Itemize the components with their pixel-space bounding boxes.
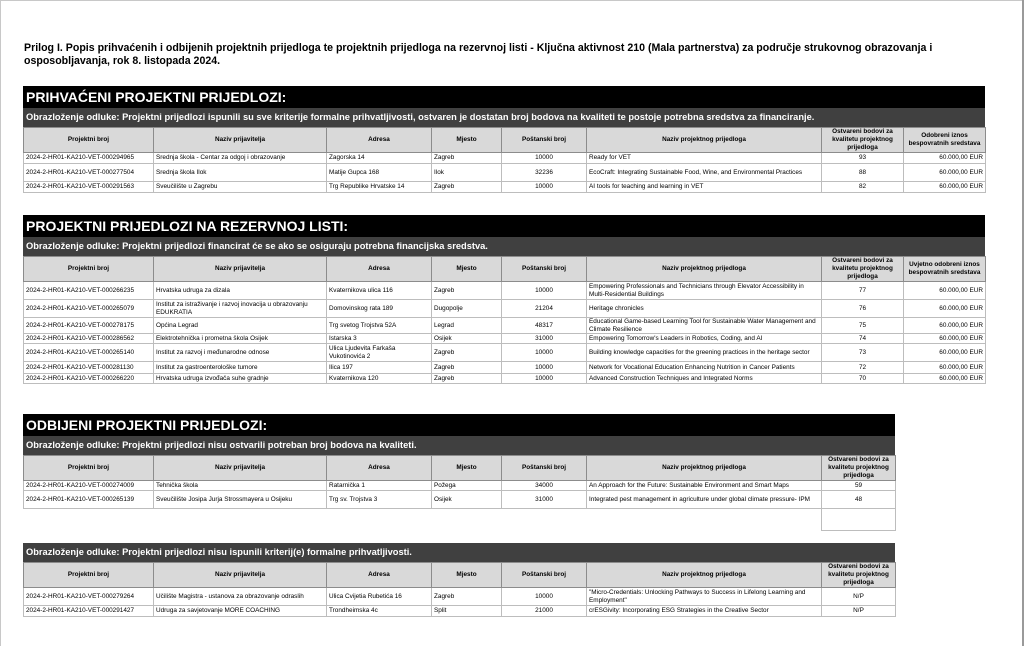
postal-cell: 48317 [502,318,587,334]
page-frame-left [0,0,1,646]
col-postal: Poštanski broj [502,563,587,588]
rejected-formal-table [23,562,896,617]
applicant-cell: Institut za razvoj i međunarodne odnose [154,344,327,362]
postal-cell: 10000 [502,374,587,384]
col-applicant: Naziv prijavitelja [154,128,327,153]
col-project-number: Projektni broj [24,128,154,153]
project-number-cell: 2024-2-HR01-KA210-VET-000286562 [24,334,154,344]
address-cell: Istarska 3 [327,334,432,344]
city-cell: Zagreb [432,362,502,374]
address-cell: Zagorska 14 [327,153,432,164]
proposal-cell: An Approach for the Future: Sustainable Environment and Smart Maps [587,481,822,491]
proposal-cell: Building knowledge capacities for the greening practices in the heritage sector [587,344,822,362]
col-address: Adresa [327,128,432,153]
project-number-cell: 2024-2-HR01-KA210-VET-000291427 [24,606,154,617]
amount-cell: 60.000,00 EUR [904,300,986,318]
address-cell: Ulica Cvijetia Rubetića 16 [327,588,432,606]
table-row [24,588,896,606]
col-postal: Poštanski broj [502,456,587,481]
postal-cell: 10000 [502,182,587,193]
proposal-cell: Integrated pest management in agriculture under global climate pressure- IPM [587,491,822,509]
col-proposal: Naziv projektnog prijedloga [587,128,822,153]
postal-cell: 31000 [502,491,587,509]
rejected-reason-formal: Obrazloženje odluke: Projektni prijedlozi nisu ispunili kriterij(e) formalne prihvatljivosti. [23,543,895,562]
table-header-row [24,128,986,153]
proposal-cell: Advanced Construction Techniques and Integrated Norms [587,374,822,384]
amount-cell: 60.000,00 EUR [904,164,986,182]
project-number-cell: 2024-2-HR01-KA210-VET-000294965 [24,153,154,164]
rejected-header: ODBIJENI PROJEKTNI PRIJEDLOZI: [23,414,895,436]
table-header-row [24,456,896,481]
postal-cell: 21000 [502,606,587,617]
accepted-reason: Obrazloženje odluke: Projektni prijedlozi ispunili su sve kriterije formalne prihvatljivosti, ostvaren je dostatan broj bodova na kvaliteti te postoje potrebna sredstva za financiranje. [23,108,985,127]
city-cell: Zagreb [432,282,502,300]
amount-cell: 60.000,00 EUR [904,344,986,362]
points-cell: 59 [822,481,896,491]
rejected-points-table [23,455,896,531]
project-number-cell: 2024-2-HR01-KA210-VET-000265079 [24,300,154,318]
project-number-cell: 2024-2-HR01-KA210-VET-000266235 [24,282,154,300]
postal-cell: 10000 [502,282,587,300]
applicant-cell: Hrvatska udruga za dizala [154,282,327,300]
points-cell: 82 [822,182,904,193]
project-number-cell: 2024-2-HR01-KA210-VET-000274009 [24,481,154,491]
col-city: Mjesto [432,563,502,588]
page-title: Prilog I. Popis prihvaćenih i odbijenih projektnih prijedloga te projektnih prijedloga na rezervnoj listi - Ključna aktivnost 210 (Mala partnerstva) za područje strukovnog obrazovanja i osposobljavanja, rok 8. listopada 2024. [24,42,933,67]
table-row [24,334,986,344]
city-cell: Zagreb [432,153,502,164]
col-project-number: Projektni broj [24,563,154,588]
address-cell: Domovinskog rata 189 [327,300,432,318]
col-city: Mjesto [432,456,502,481]
reserve-table [23,256,986,384]
table-row [24,300,986,318]
col-proposal: Naziv projektnog prijedloga [587,563,822,588]
proposal-cell: Educational Game-based Learning Tool for Sustainable Water Management and Climate Resilience [587,318,822,334]
city-cell: Osijek [432,491,502,509]
points-cell: 74 [822,334,904,344]
rejected-reason-points: Obrazloženje odluke: Projektni prijedlozi nisu ostvarili potreban broj bodova na kvaliteti. [23,436,895,455]
points-cell: 72 [822,362,904,374]
col-project-number: Projektni broj [24,257,154,282]
points-cell: 70 [822,374,904,384]
amount-cell: 60.000,00 EUR [904,334,986,344]
table-row [24,318,986,334]
amount-cell: 60.000,00 EUR [904,282,986,300]
blank-row [24,509,896,531]
col-applicant: Naziv prijavitelja [154,563,327,588]
rejected-section [23,414,895,617]
city-cell: Zagreb [432,374,502,384]
points-cell: 76 [822,300,904,318]
accepted-header: PRIHVAĆENI PROJEKTNI PRIJEDLOZI: [23,86,985,108]
table-row [24,606,896,617]
address-cell: Ulica Ljudevita Farkaša Vukotinovića 2 [327,344,432,362]
city-cell: Požega [432,481,502,491]
col-points: Ostvareni bodovi za kvalitetu projektnog prijedloga [822,128,904,153]
applicant-cell: Učilište Magistra - ustanova za obrazovanje odraslih [154,588,327,606]
city-cell: Zagreb [432,182,502,193]
table-row [24,164,986,182]
col-project-number: Projektni broj [24,456,154,481]
postal-cell: 10000 [502,362,587,374]
project-number-cell: 2024-2-HR01-KA210-VET-000265140 [24,344,154,362]
postal-cell: 21204 [502,300,587,318]
table-row [24,182,986,193]
col-postal: Poštanski broj [502,257,587,282]
col-points: Ostvareni bodovi za kvalitetu projektnog prijedloga [822,563,896,588]
col-applicant: Naziv prijavitelja [154,456,327,481]
col-city: Mjesto [432,128,502,153]
amount-cell: 60.000,00 EUR [904,362,986,374]
postal-cell: 31000 [502,334,587,344]
applicant-cell: Sveučilište u Zagrebu [154,182,327,193]
table-header-row [24,257,986,282]
project-number-cell: 2024-2-HR01-KA210-VET-000291563 [24,182,154,193]
address-cell: Kvaternikova 120 [327,374,432,384]
project-number-cell: 2024-2-HR01-KA210-VET-000265139 [24,491,154,509]
address-cell: Trondheimska 4c [327,606,432,617]
city-cell: Zagreb [432,344,502,362]
applicant-cell: Hrvatska udruga izvođača suhe gradnje [154,374,327,384]
applicant-cell: Općina Legrad [154,318,327,334]
address-cell: Kvaternikova ulica 116 [327,282,432,300]
page-frame-top [0,0,1024,1]
project-number-cell: 2024-2-HR01-KA210-VET-000266220 [24,374,154,384]
amount-cell: 60.000,00 EUR [904,318,986,334]
reserve-header: PROJEKTNI PRIJEDLOZI NA REZERVNOJ LISTI: [23,215,985,237]
points-cell: 73 [822,344,904,362]
proposal-cell: Network for Vocational Education Enhancing Nutrition in Cancer Patients [587,362,822,374]
table-row [24,344,986,362]
col-amount: Uvjetno odobreni iznos bespovratnih sredstava [904,257,986,282]
points-cell: N/P [822,606,896,617]
postal-cell: 10000 [502,588,587,606]
address-cell: Matije Gupca 168 [327,164,432,182]
accepted-table [23,127,986,193]
points-cell: 77 [822,282,904,300]
col-points: Ostvareni bodovi za kvalitetu projektnog prijedloga [822,456,896,481]
col-amount: Odobreni iznos bespovratnih sredstava [904,128,986,153]
applicant-cell: Institut za gastroenterološke tumore [154,362,327,374]
points-cell: 48 [822,491,896,509]
col-address: Adresa [327,257,432,282]
table-row [24,282,986,300]
city-cell: Ilok [432,164,502,182]
amount-cell: 60.000,00 EUR [904,374,986,384]
applicant-cell: Institut za istraživanje i razvoj inovacija u obrazovanju EDUKRATIA [154,300,327,318]
amount-cell: 60.000,00 EUR [904,153,986,164]
postal-cell: 32236 [502,164,587,182]
col-proposal: Naziv projektnog prijedloga [587,456,822,481]
postal-cell: 34000 [502,481,587,491]
proposal-cell: Empowering Professionals and Technicians through Elevator Accessibility in Multi-Residential Buildings [587,282,822,300]
col-points: Ostvareni bodovi za kvalitetu projektnog prijedloga [822,257,904,282]
proposal-cell: "Micro-Credentials: Unlocking Pathways to Success in Lifelong Learning and Employment" [587,588,822,606]
proposal-cell: Ready for VET [587,153,822,164]
applicant-cell: Udruga za savjetovanje MORE COACHING [154,606,327,617]
city-cell: Dugopolje [432,300,502,318]
applicant-cell: Tehnička škola [154,481,327,491]
table-row [24,362,986,374]
project-number-cell: 2024-2-HR01-KA210-VET-000281130 [24,362,154,374]
col-postal: Poštanski broj [502,128,587,153]
col-city: Mjesto [432,257,502,282]
points-cell: 75 [822,318,904,334]
table-row [24,491,896,509]
city-cell: Osijek [432,334,502,344]
col-proposal: Naziv projektnog prijedloga [587,257,822,282]
project-number-cell: 2024-2-HR01-KA210-VET-000278175 [24,318,154,334]
address-cell: Trg sv. Trojstva 3 [327,491,432,509]
amount-cell: 60.000,00 EUR [904,182,986,193]
postal-cell: 10000 [502,344,587,362]
accepted-section [23,86,985,193]
table-row [24,481,896,491]
proposal-cell: EcoCraft: Integrating Sustainable Food, Wine, and Environmental Practices [587,164,822,182]
points-cell: 93 [822,153,904,164]
reserve-reason: Obrazloženje odluke: Projektni prijedlozi financirat će se ako se osiguraju potrebna financijska sredstva. [23,237,985,256]
col-address: Adresa [327,456,432,481]
proposal-cell: Heritage chronicles [587,300,822,318]
col-applicant: Naziv prijavitelja [154,257,327,282]
project-number-cell: 2024-2-HR01-KA210-VET-000279264 [24,588,154,606]
proposal-cell: crESGivity: Incorporating ESG Strategies in the Creative Sector [587,606,822,617]
address-cell: Ratarnička 1 [327,481,432,491]
city-cell: Zagreb [432,588,502,606]
applicant-cell: Srednja škola Ilok [154,164,327,182]
address-cell: Trg Republike Hrvatske 14 [327,182,432,193]
table-row [24,153,986,164]
applicant-cell: Elektrotehnička i prometna škola Osijek [154,334,327,344]
address-cell: Trg svetog Trojstva 52A [327,318,432,334]
points-cell: 88 [822,164,904,182]
city-cell: Split [432,606,502,617]
table-header-row [24,563,896,588]
address-cell: Ilica 197 [327,362,432,374]
postal-cell: 10000 [502,153,587,164]
city-cell: Legrad [432,318,502,334]
proposal-cell: AI tools for teaching and learning in VET [587,182,822,193]
col-address: Adresa [327,563,432,588]
applicant-cell: Sveučilište Josipa Jurja Strossmayera u Osijeku [154,491,327,509]
project-number-cell: 2024-2-HR01-KA210-VET-000277504 [24,164,154,182]
points-cell: N/P [822,588,896,606]
reserve-section [23,215,985,384]
table-row [24,374,986,384]
proposal-cell: Empowering Tomorrow's Leaders in Robotics, Coding, and AI [587,334,822,344]
applicant-cell: Srednja škola - Centar za odgoj i obrazovanje [154,153,327,164]
